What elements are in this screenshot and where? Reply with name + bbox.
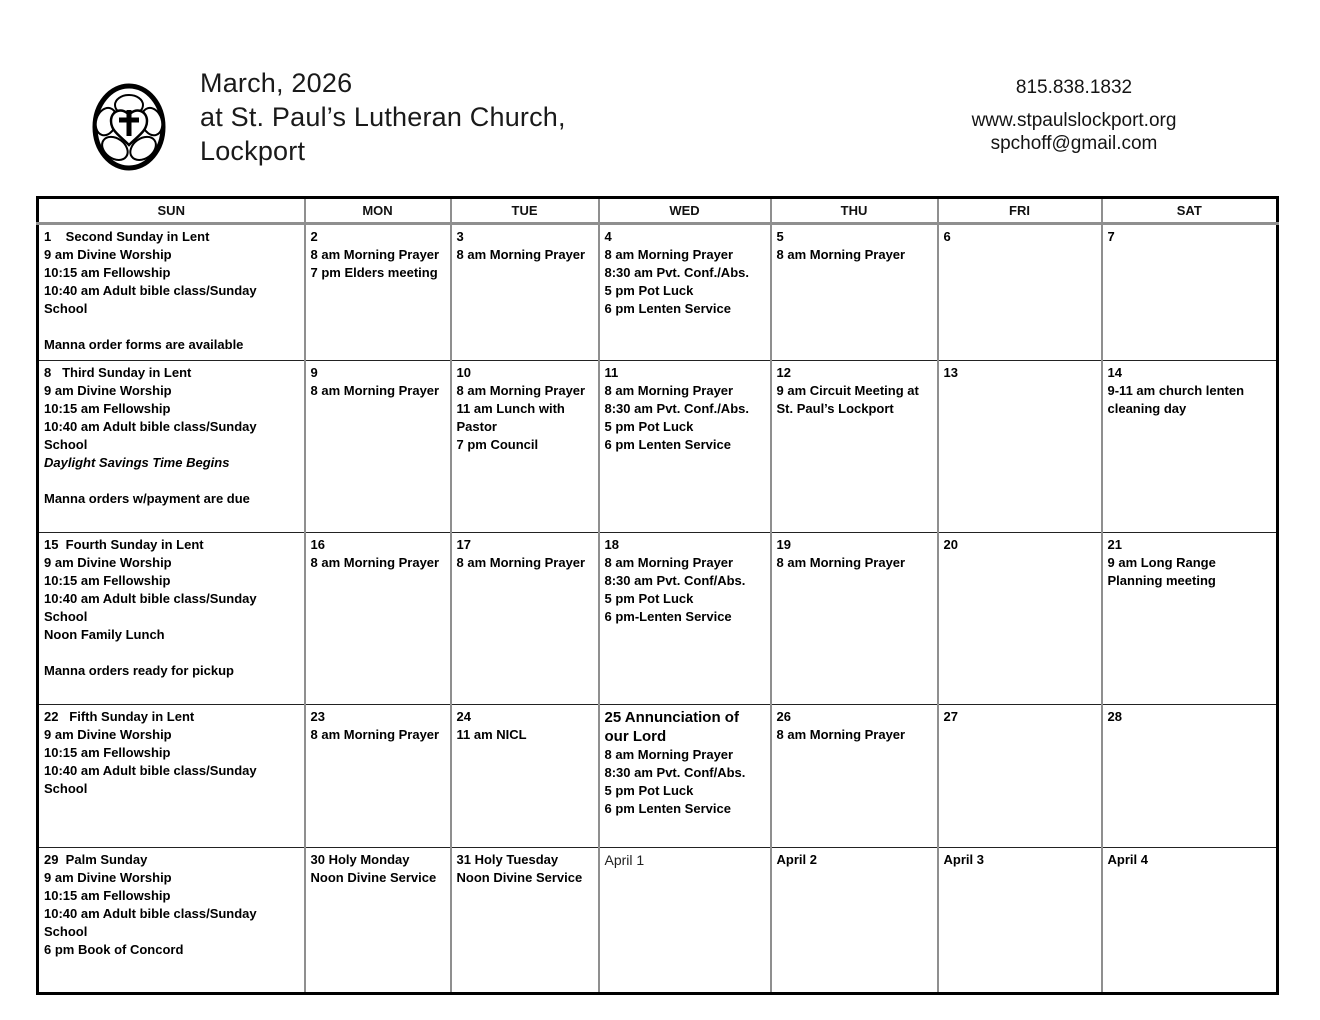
week-row: [38, 533, 1278, 705]
event-line: 5 pm Pot Luck: [604, 783, 694, 798]
week-row: [38, 848, 1278, 994]
event-line: 5 pm Pot Luck: [604, 591, 694, 606]
event-line: 9: [310, 365, 318, 380]
event-line: 13: [943, 365, 958, 380]
event-line: 10:15 am Fellowship: [44, 573, 171, 588]
day-cell: [938, 361, 1102, 533]
event-line: 1 Second Sunday in Lent: [44, 229, 210, 244]
phone-number: 815.838.1832: [1015, 77, 1133, 98]
event-line: 5 pm Pot Luck: [604, 283, 694, 298]
event-line: 8:30 am Pvt. Conf./Abs.: [604, 265, 749, 280]
event-line: 6 pm Lenten Service: [604, 801, 731, 816]
day-cell: [451, 705, 599, 848]
day-header-sun: SUN: [38, 198, 305, 224]
event-line: 10:15 am Fellowship: [44, 265, 171, 280]
calendar-table: [36, 196, 1279, 995]
day-cell: [38, 361, 305, 533]
event-line: 30 Holy Monday: [310, 852, 410, 867]
day-cell: [938, 533, 1102, 705]
event-line: School: [44, 924, 88, 939]
event-line: 5 pm Pot Luck: [604, 419, 694, 434]
event-line: 9-11 am church lenten: [1107, 383, 1245, 398]
blank-line: [44, 472, 301, 490]
day-cell: [305, 848, 451, 994]
event-line: 23: [310, 709, 325, 724]
event-line: April 3: [943, 852, 984, 867]
event-line: 10: [456, 365, 471, 380]
event-line: 9 am Divine Worship: [44, 247, 172, 262]
event-line: 6: [943, 229, 951, 244]
event-line: cleaning day: [1107, 401, 1187, 416]
event-line: 15 Fourth Sunday in Lent: [44, 537, 204, 552]
event-line: School: [44, 301, 88, 316]
event-line: 6 pm Lenten Service: [604, 301, 731, 316]
day-cell: [599, 533, 771, 705]
event-line: 29 Palm Sunday: [44, 852, 148, 867]
day-cell: [305, 224, 451, 361]
event-line: 8 am Morning Prayer: [456, 247, 586, 262]
event-line: 8 Third Sunday in Lent: [44, 365, 192, 380]
event-line: April 1: [604, 852, 645, 868]
event-line: 9 am Circuit Meeting at: [776, 383, 919, 398]
event-line: 8:30 am Pvt. Conf./Abs.: [604, 401, 749, 416]
day-header-thu: THU: [771, 198, 938, 224]
blank-line: [44, 318, 301, 336]
day-cell: [1102, 533, 1278, 705]
day-cell: [1102, 361, 1278, 533]
event-line: 25 Annunciation of: [604, 709, 739, 726]
event-line: 10:15 am Fellowship: [44, 888, 171, 903]
website-url: www.stpaulslockport.org: [971, 110, 1177, 131]
blank-line: [44, 644, 301, 662]
event-line: 31 Holy Tuesday: [456, 852, 559, 867]
day-cell: [451, 533, 599, 705]
day-cell: [1102, 705, 1278, 848]
event-line: Planning meeting: [1107, 573, 1216, 588]
event-line: 27: [943, 709, 958, 724]
event-line: 12: [776, 365, 791, 380]
event-line: 8 am Morning Prayer: [604, 747, 734, 762]
event-line: School: [44, 437, 88, 452]
event-line: 10:40 am Adult bible class/Sunday: [44, 763, 257, 778]
event-line: 8:30 am Pvt. Conf/Abs.: [604, 573, 746, 588]
event-line: Noon Family Lunch: [44, 627, 165, 642]
day-cell: [305, 361, 451, 533]
event-line: 14: [1107, 365, 1122, 380]
event-line: 8 am Morning Prayer: [310, 727, 440, 742]
day-header-fri: FRI: [938, 198, 1102, 224]
day-cell: [938, 224, 1102, 361]
day-cell: [38, 705, 305, 848]
event-line: Noon Divine Service: [310, 870, 437, 885]
event-line: 8 am Morning Prayer: [604, 383, 734, 398]
event-line: 8 am Morning Prayer: [604, 247, 734, 262]
event-line: 2: [310, 229, 318, 244]
event-line: 10:40 am Adult bible class/Sunday: [44, 283, 257, 298]
event-line: Manna orders ready for pickup: [44, 663, 234, 678]
luther-rose-icon: [91, 82, 167, 172]
event-line: School: [44, 609, 88, 624]
event-line: 9 am Divine Worship: [44, 555, 172, 570]
event-line: 8 am Morning Prayer: [310, 555, 440, 570]
day-header-row: [38, 198, 1278, 224]
day-header-sat: SAT: [1102, 198, 1278, 224]
contact-info: [924, 77, 1224, 155]
day-cell: [451, 848, 599, 994]
event-line: April 2: [776, 852, 817, 867]
day-cell: [451, 224, 599, 361]
event-line: 8 am Morning Prayer: [310, 383, 440, 398]
day-cell: [938, 705, 1102, 848]
day-cell: [771, 848, 938, 994]
event-line: 16: [310, 537, 325, 552]
event-line: 10:40 am Adult bible class/Sunday: [44, 591, 257, 606]
event-line: 5: [776, 229, 784, 244]
day-cell: [771, 533, 938, 705]
event-line: 6 pm Book of Concord: [44, 942, 184, 957]
event-line: 19: [776, 537, 791, 552]
day-cell: [1102, 224, 1278, 361]
event-line: 8 am Morning Prayer: [776, 247, 906, 262]
day-cell: [1102, 848, 1278, 994]
event-line: School: [44, 781, 88, 796]
event-line: 10:40 am Adult bible class/Sunday: [44, 906, 257, 921]
event-line: 7: [1107, 229, 1115, 244]
event-line: 9 am Divine Worship: [44, 870, 172, 885]
event-line: St. Paul’s Lockport: [776, 401, 894, 416]
day-cell: [771, 361, 938, 533]
event-line: 9 am Long Range: [1107, 555, 1216, 570]
day-cell: [38, 533, 305, 705]
event-line: Manna order forms are available: [44, 337, 244, 352]
title-city: Lockport: [200, 136, 306, 166]
event-line: 4: [604, 229, 612, 244]
event-line: 28: [1107, 709, 1122, 724]
day-cell: [38, 848, 305, 994]
event-line: 21: [1107, 537, 1122, 552]
event-line: 8 am Morning Prayer: [776, 727, 906, 742]
day-cell: [599, 705, 771, 848]
event-line: 26: [776, 709, 791, 724]
week-row: [38, 224, 1278, 361]
event-line: Noon Divine Service: [456, 870, 583, 885]
event-line: 10:40 am Adult bible class/Sunday: [44, 419, 257, 434]
event-line: 20: [943, 537, 958, 552]
event-line: 7 pm Council: [456, 437, 539, 452]
week-row: [38, 361, 1278, 533]
page-title: [200, 66, 566, 168]
day-cell: [771, 224, 938, 361]
event-line: 9 am Divine Worship: [44, 383, 172, 398]
day-header-tue: TUE: [451, 198, 599, 224]
event-line: April 4: [1107, 852, 1148, 867]
event-line: 6 pm-Lenten Service: [604, 609, 732, 624]
event-line: 6 pm Lenten Service: [604, 437, 731, 452]
event-line: 22 Fifth Sunday in Lent: [44, 709, 195, 724]
event-line: 11 am Lunch with Pastor: [456, 401, 569, 434]
event-line: 11: [604, 365, 619, 380]
title-church: at St. Paul’s Lutheran Church,: [200, 102, 566, 132]
event-line: 11 am NICL: [456, 727, 527, 742]
day-cell: [38, 224, 305, 361]
event-line: our Lord: [604, 728, 667, 745]
week-row: [38, 705, 1278, 848]
email-address: spchoff@gmail.com: [990, 133, 1158, 154]
event-line: 24: [456, 709, 471, 724]
day-cell: [599, 224, 771, 361]
event-line: 8 am Morning Prayer: [456, 383, 586, 398]
event-line: 18: [604, 537, 619, 552]
day-header-mon: MON: [305, 198, 451, 224]
event-line: 8 am Morning Prayer: [776, 555, 906, 570]
event-line: 8 am Morning Prayer: [604, 555, 734, 570]
event-line: 17: [456, 537, 471, 552]
day-header-wed: WED: [599, 198, 771, 224]
event-line: 9 am Divine Worship: [44, 727, 172, 742]
event-line: 7 pm Elders meeting: [310, 265, 438, 280]
day-cell: [305, 533, 451, 705]
day-cell: [771, 705, 938, 848]
day-cell: [599, 848, 771, 994]
event-line: 8:30 am Pvt. Conf/Abs.: [604, 765, 746, 780]
event-line: Manna orders w/payment are due: [44, 491, 250, 506]
event-line: 10:15 am Fellowship: [44, 745, 171, 760]
event-line: Daylight Savings Time Begins: [44, 455, 230, 470]
event-line: 3: [456, 229, 464, 244]
event-line: 10:15 am Fellowship: [44, 401, 171, 416]
day-cell: [599, 361, 771, 533]
title-month-year: March, 2026: [200, 68, 353, 98]
event-line: 8 am Morning Prayer: [310, 247, 440, 262]
day-cell: [938, 848, 1102, 994]
event-line: 8 am Morning Prayer: [456, 555, 586, 570]
day-cell: [305, 705, 451, 848]
day-cell: [451, 361, 599, 533]
